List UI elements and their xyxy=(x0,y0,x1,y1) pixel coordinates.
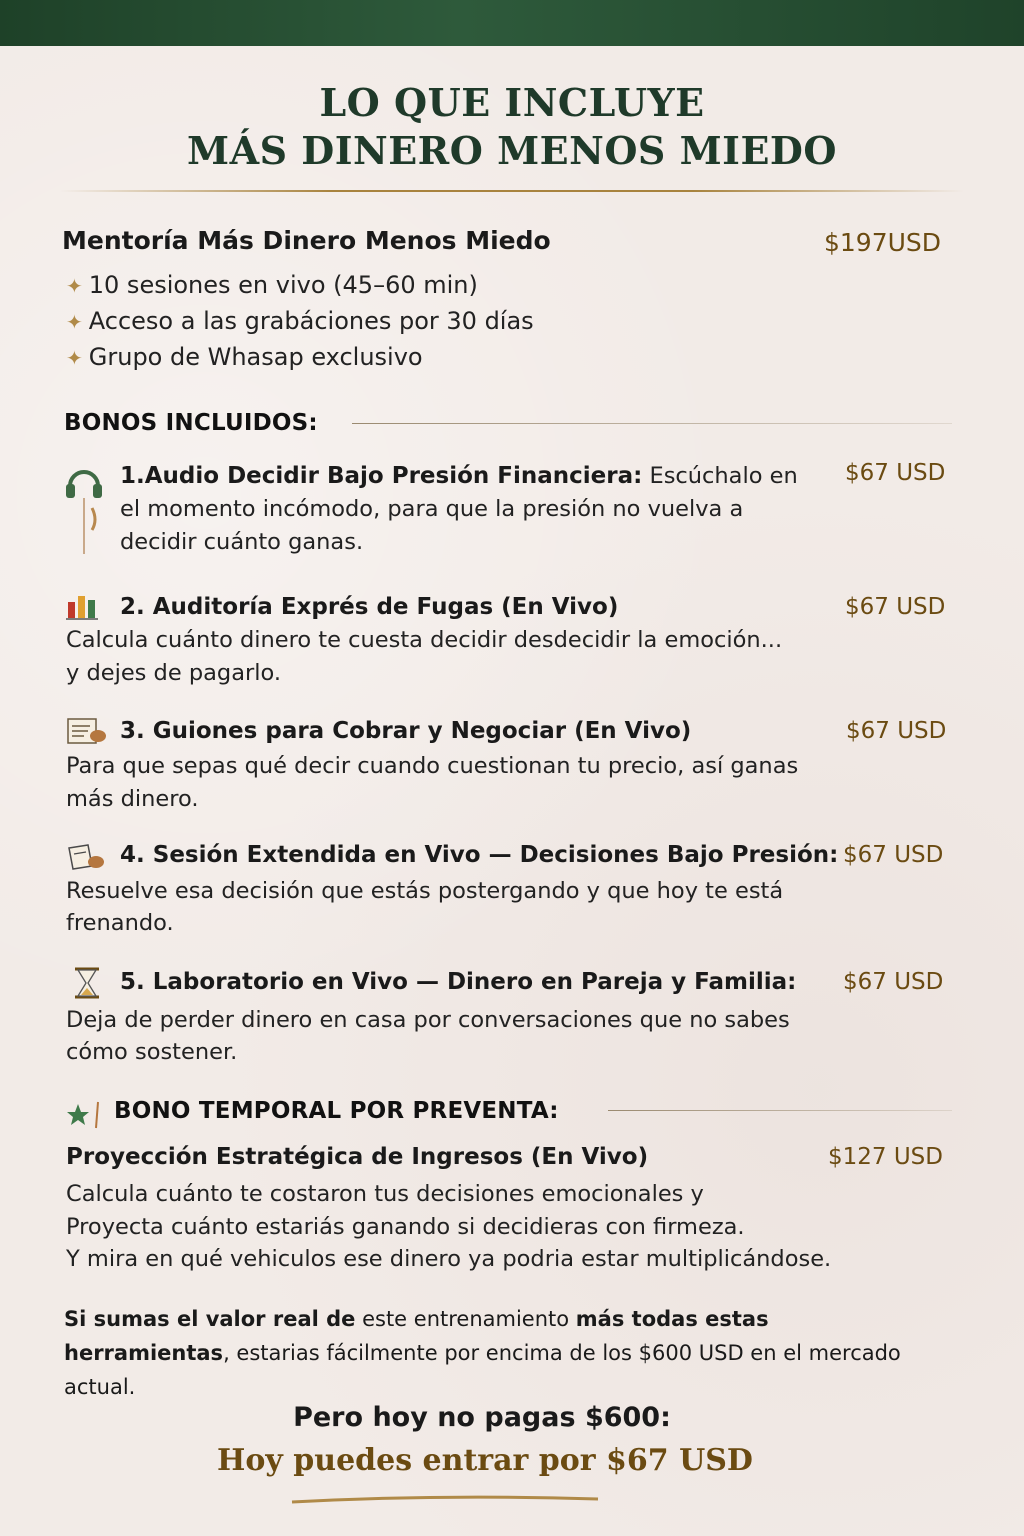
bonus-5-desc-line2: cómo sostener. xyxy=(66,1039,238,1065)
presale-heading-rule xyxy=(608,1110,952,1111)
star-bullet-icon: ✦ xyxy=(66,346,83,370)
closing-text2: , estarias fácilmente por encima de los $600 USD en el mercado xyxy=(223,1341,901,1365)
bonuses-heading: BONOS INCLUIDOS: xyxy=(64,410,318,436)
final-line1: Pero hoy no pagas $600: xyxy=(293,1402,671,1433)
bonus-1-desc-inline: Escúchalo en xyxy=(642,463,798,489)
final-line2: Hoy puedes entrar por $67 USD xyxy=(217,1443,753,1478)
bonus-5-title: 5. Laboratorio en Vivo — Dinero en Pareja y Familia: xyxy=(120,969,797,995)
page-title-line2: MÁS DINERO MENOS MIEDO xyxy=(187,128,837,173)
title-divider xyxy=(60,190,964,192)
presale-title: Proyección Estratégica de Ingresos (En Vivo) xyxy=(66,1144,649,1170)
headphones-icon xyxy=(62,458,106,558)
closing-line2 xyxy=(64,1336,1004,1370)
presale-heading: BONO TEMPORAL POR PREVENTA: xyxy=(114,1098,559,1124)
gold-brush-underline xyxy=(290,1490,600,1500)
star-icon xyxy=(66,1100,104,1130)
presale-line1: Calcula cuánto te costaron tus decisiones emocionales y xyxy=(66,1181,704,1207)
bonus-1-desc-line3: decidir cuánto ganas. xyxy=(120,529,364,555)
closing-bold3: herramientas xyxy=(64,1341,224,1365)
bonus-4-price: $67 USD xyxy=(843,842,944,868)
closing-bold1: Si sumas el valor real de xyxy=(64,1307,356,1331)
session-icon xyxy=(66,842,106,872)
bonus-1-price: $67 USD xyxy=(845,460,946,486)
top-green-band xyxy=(0,0,1024,46)
feature-item xyxy=(66,343,423,371)
presale-line3: Y mira en qué vehiculos ese dinero ya podria estar multiplicándose. xyxy=(66,1246,832,1272)
bonus-4-desc-line1: Resuelve esa decisión que estás postergando y que hoy te está xyxy=(66,878,784,904)
bonus-3-price: $67 USD xyxy=(846,718,947,744)
star-bullet-icon: ✦ xyxy=(66,274,83,298)
bonuses-heading-rule xyxy=(352,423,952,424)
closing-line1 xyxy=(64,1302,1004,1336)
bonus-2-desc-line2: y dejes de pagarlo. xyxy=(66,660,282,686)
presale-line2: Proyecta cuánto estariás ganando si decidieras con firmeza. xyxy=(66,1214,745,1240)
closing-text1: este entrenamiento xyxy=(355,1307,576,1331)
bonus-5-price: $67 USD xyxy=(843,969,944,995)
bonus-2-title: 2. Auditoría Exprés de Fugas (En Vivo) xyxy=(120,594,619,620)
bar-chart-icon xyxy=(66,592,100,620)
bonus-3-title: 3. Guiones para Cobrar y Negociar (En Vivo) xyxy=(120,718,692,744)
feature-text: Grupo de Whasap exclusivo xyxy=(88,343,423,371)
bonus-4-desc-line2: frenando. xyxy=(66,910,174,936)
closing-bold2: más todas estas xyxy=(575,1307,769,1331)
hourglass-icon xyxy=(72,966,102,1000)
script-icon xyxy=(66,716,108,746)
feature-item xyxy=(66,271,478,299)
closing-paragraph xyxy=(64,1302,1004,1404)
product-name: Mentoría Más Dinero Menos Miedo xyxy=(62,226,551,255)
feature-text: 10 sesiones en vivo (45–60 min) xyxy=(88,271,478,299)
bonus-2-price: $67 USD xyxy=(845,594,946,620)
bonus-4-title: 4. Sesión Extendida en Vivo — Decisiones Bajo Presión: xyxy=(120,842,839,868)
feature-item xyxy=(66,307,534,335)
presale-price: $127 USD xyxy=(828,1144,943,1170)
star-bullet-icon: ✦ xyxy=(66,310,83,334)
bonus-1-desc-line2: el momento incómodo, para que la presión no vuelva a xyxy=(120,496,744,522)
bonus-5-desc-line1: Deja de perder dinero en casa por conversaciones que no sabes xyxy=(66,1007,790,1033)
page-title-line1: LO QUE INCLUYE xyxy=(319,80,705,125)
bonus-3-desc-line2: más dinero. xyxy=(66,786,199,812)
bonus-3-desc-line1: Para que sepas qué decir cuando cuestionan tu precio, así ganas xyxy=(66,753,799,779)
bonus-1-title: 1.Audio Decidir Bajo Presión Financiera: xyxy=(120,463,643,489)
bonus-1-line1 xyxy=(120,460,820,493)
bonus-1 xyxy=(120,460,820,559)
closing-line3: actual. xyxy=(64,1375,136,1399)
feature-text: Acceso a las grabáciones por 30 días xyxy=(88,307,534,335)
product-price: $197USD xyxy=(824,228,942,257)
bonus-2-desc-line1: Calcula cuánto dinero te cuesta decidir desdecidir la emoción... xyxy=(66,627,783,653)
